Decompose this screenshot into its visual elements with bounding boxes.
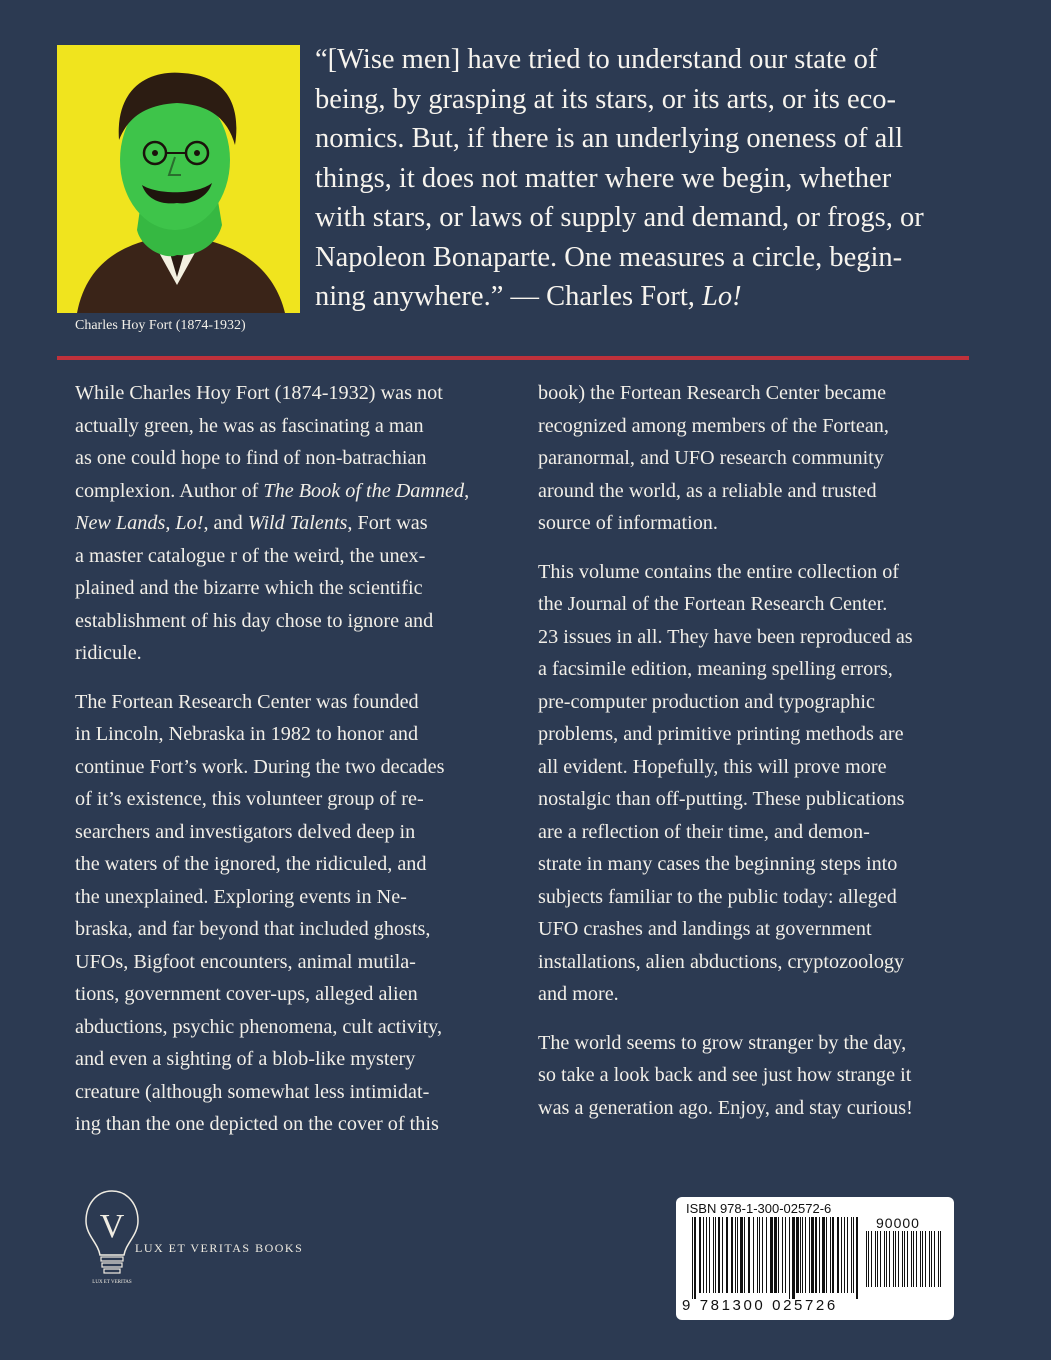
barcode-bar xyxy=(694,1217,696,1299)
barcode-bar xyxy=(792,1217,795,1299)
right-paragraph-3: The world seems to grow stranger by the day, so take a look back and see just how strange it was a generation ago. Enjoy, and stay curious! xyxy=(538,1031,913,1119)
portrait-illustration xyxy=(57,45,300,313)
barcode-bar xyxy=(940,1231,941,1287)
barcode-bar xyxy=(759,1217,760,1293)
barcode-bar xyxy=(844,1217,845,1293)
barcode-bar xyxy=(778,1217,779,1293)
barcode-bar xyxy=(871,1231,872,1287)
barcode-bar xyxy=(762,1217,763,1293)
barcode-bar xyxy=(889,1231,890,1287)
lightbulb-icon xyxy=(82,1187,142,1287)
barcode-bar xyxy=(703,1217,704,1293)
barcode-bar xyxy=(706,1217,707,1293)
right-paragraph-2: This volume contains the entire collection of the Journal of the Fortean Research Center. 23 issues in all. They have been reproduced as a facsimile edition, meaning spelling errors, pre-computer production and typographic problems, and primitive printing methods are all evident. Hopefully, this will prove more nostalgic than off-putting. These publications are a reflection of their time, and demon- strate in many cases the beginning steps into subjects familiar to the public today: alleged UFO crashes and landings at government installations, alien abductions, cryptozoology and more. xyxy=(538,560,913,1005)
barcode-bar xyxy=(740,1217,743,1293)
barcode-bar xyxy=(898,1231,899,1287)
barcode-bar xyxy=(785,1217,786,1293)
barcode-bar xyxy=(856,1217,858,1299)
publisher-name: LUX ET VERITAS BOOKS xyxy=(135,1241,304,1255)
barcode-bar xyxy=(916,1231,917,1287)
addon-barcode-bars xyxy=(866,1231,946,1301)
red-divider xyxy=(57,356,969,360)
barcode-bar xyxy=(938,1231,939,1287)
barcode-bar xyxy=(920,1231,921,1287)
barcode-bars xyxy=(692,1217,862,1299)
price-code: 90000 xyxy=(876,1215,920,1231)
barcode-bar xyxy=(718,1217,720,1293)
barcode-bar xyxy=(757,1217,758,1293)
barcode-bar xyxy=(880,1231,881,1287)
barcode-bar xyxy=(875,1231,876,1287)
left-column xyxy=(75,377,495,1157)
quote-text: “[Wise men] have tried to understand our state of being, by grasping at its stars, or its arts, or its eco- nomics. But, if there is an underlying oneness of all things, it does not matter where we begin, whether with stars, or laws of supply and demand, or frogs, or Napoleon Bonaparte. One measures a circle, begin- ning anywhere.” — Charles Fort, xyxy=(315,44,924,312)
barcode-bar xyxy=(731,1217,733,1293)
barcode-bar xyxy=(911,1231,912,1287)
author-portrait xyxy=(57,45,300,313)
barcode-bar xyxy=(851,1217,852,1293)
left-paragraph-1 xyxy=(75,377,495,670)
barcode-bar xyxy=(735,1217,736,1293)
barcode-bar xyxy=(815,1217,817,1293)
barcode-bar xyxy=(722,1217,723,1293)
barcode-bar xyxy=(884,1231,885,1287)
barcode-bar xyxy=(822,1217,825,1293)
barcode-bar xyxy=(789,1217,790,1299)
portrait-caption: Charles Hoy Fort (1874-1932) xyxy=(75,318,246,333)
barcode-bar xyxy=(809,1217,810,1293)
barcode-bar xyxy=(726,1217,728,1293)
barcode-bar xyxy=(766,1217,767,1293)
barcode-bar xyxy=(802,1217,803,1293)
barcode-bar xyxy=(886,1231,887,1287)
right-column xyxy=(538,377,958,1140)
barcode-bar xyxy=(929,1231,930,1287)
barcode-bar xyxy=(868,1231,869,1287)
book-title: Wild Talents xyxy=(247,512,348,534)
barcode-bar xyxy=(748,1217,750,1293)
barcode-bar xyxy=(715,1217,716,1293)
text-run: , xyxy=(464,479,470,502)
publisher-logo xyxy=(82,1187,142,1287)
barcode-bar xyxy=(709,1217,710,1293)
logo-letter: V xyxy=(99,1208,125,1245)
barcode-bar xyxy=(737,1217,738,1293)
barcode-bar xyxy=(847,1217,848,1293)
barcode-bar xyxy=(713,1217,714,1293)
barcode-bar xyxy=(853,1217,854,1293)
book-title: New Lands xyxy=(75,512,166,534)
barcode-bar xyxy=(931,1231,932,1287)
isbn-digits: 9 781300 025726 xyxy=(682,1297,838,1314)
barcode-bar xyxy=(753,1217,754,1293)
barcode-bar xyxy=(811,1217,814,1293)
text-run: , xyxy=(165,512,176,534)
barcode-bar xyxy=(925,1231,926,1287)
barcode-bar xyxy=(782,1217,783,1293)
barcode-bar xyxy=(826,1217,827,1293)
barcode-bar xyxy=(744,1217,745,1293)
text-run: While Charles Hoy Fort (1874-1932) was not actually green, he was as fascinating a man as one could hope to find of non-batrachian complexion. Author of xyxy=(75,382,443,502)
text-run: , and xyxy=(203,512,248,534)
barcode-bar xyxy=(837,1217,839,1293)
barcode-bar xyxy=(819,1217,820,1293)
barcode-bar xyxy=(904,1231,905,1287)
barcode-bar xyxy=(934,1231,935,1287)
book-title: The Book of the Damned xyxy=(263,479,465,502)
barcode-bar xyxy=(893,1231,894,1287)
barcode-bar xyxy=(692,1217,693,1299)
barcode-bar xyxy=(699,1217,701,1293)
barcode-bar xyxy=(796,1217,799,1293)
barcode-bar xyxy=(866,1231,867,1287)
epigraph-quote xyxy=(315,40,975,317)
left-paragraph-2: The Fortean Research Center was founded in Lincoln, Nebraska in 1982 to honor and continue Fort’s work. During the two decades of it’s existence, this volunteer group of re- searchers and investigators delved deep in the waters of the ignored, the ridiculed, and the unexplained. Exploring events in Ne- braska, and far beyond that included ghosts, UFOs, Bigfoot encounters, animal mutila- tions, government cover-ups, alleged alien abductions, psychic phenomena, cult activity, and even a sighting of a blob-like mystery creature (although somewhat less intimidat- ing than the one depicted on the cover of this xyxy=(75,690,445,1135)
right-paragraph-1: book) the Fortean Research Center became recognized among members of the Fortean, paranormal, and UFO research community around the world, as a reliable and trusted source of information. xyxy=(538,382,889,534)
barcode-bar xyxy=(805,1217,806,1293)
barcode-bar xyxy=(841,1217,842,1293)
barcode-bar xyxy=(832,1217,834,1293)
barcode-bar xyxy=(922,1231,923,1287)
text-run: , Fort was a master catalogue r of the weird, the unex- plained and the bizarre which the scientific establishment of his day chose to ignore and ridicule. xyxy=(75,512,434,664)
barcode-bar xyxy=(913,1231,914,1287)
barcode-bar xyxy=(830,1217,831,1293)
quote-source-title: Lo! xyxy=(702,281,742,312)
barcode-bar xyxy=(774,1217,777,1293)
barcode-bar xyxy=(770,1217,773,1293)
isbn-barcode xyxy=(676,1197,954,1320)
logo-subtext: LUX ET VERITAS xyxy=(92,1280,132,1285)
barcode-bar xyxy=(902,1231,903,1287)
book-title: Lo! xyxy=(175,512,204,534)
barcode-bar xyxy=(895,1231,896,1287)
barcode-bar xyxy=(877,1231,878,1287)
barcode-bar xyxy=(907,1231,908,1287)
barcode-bar xyxy=(800,1217,801,1293)
isbn-label: ISBN 978-1-300-02572-6 xyxy=(686,1201,832,1216)
